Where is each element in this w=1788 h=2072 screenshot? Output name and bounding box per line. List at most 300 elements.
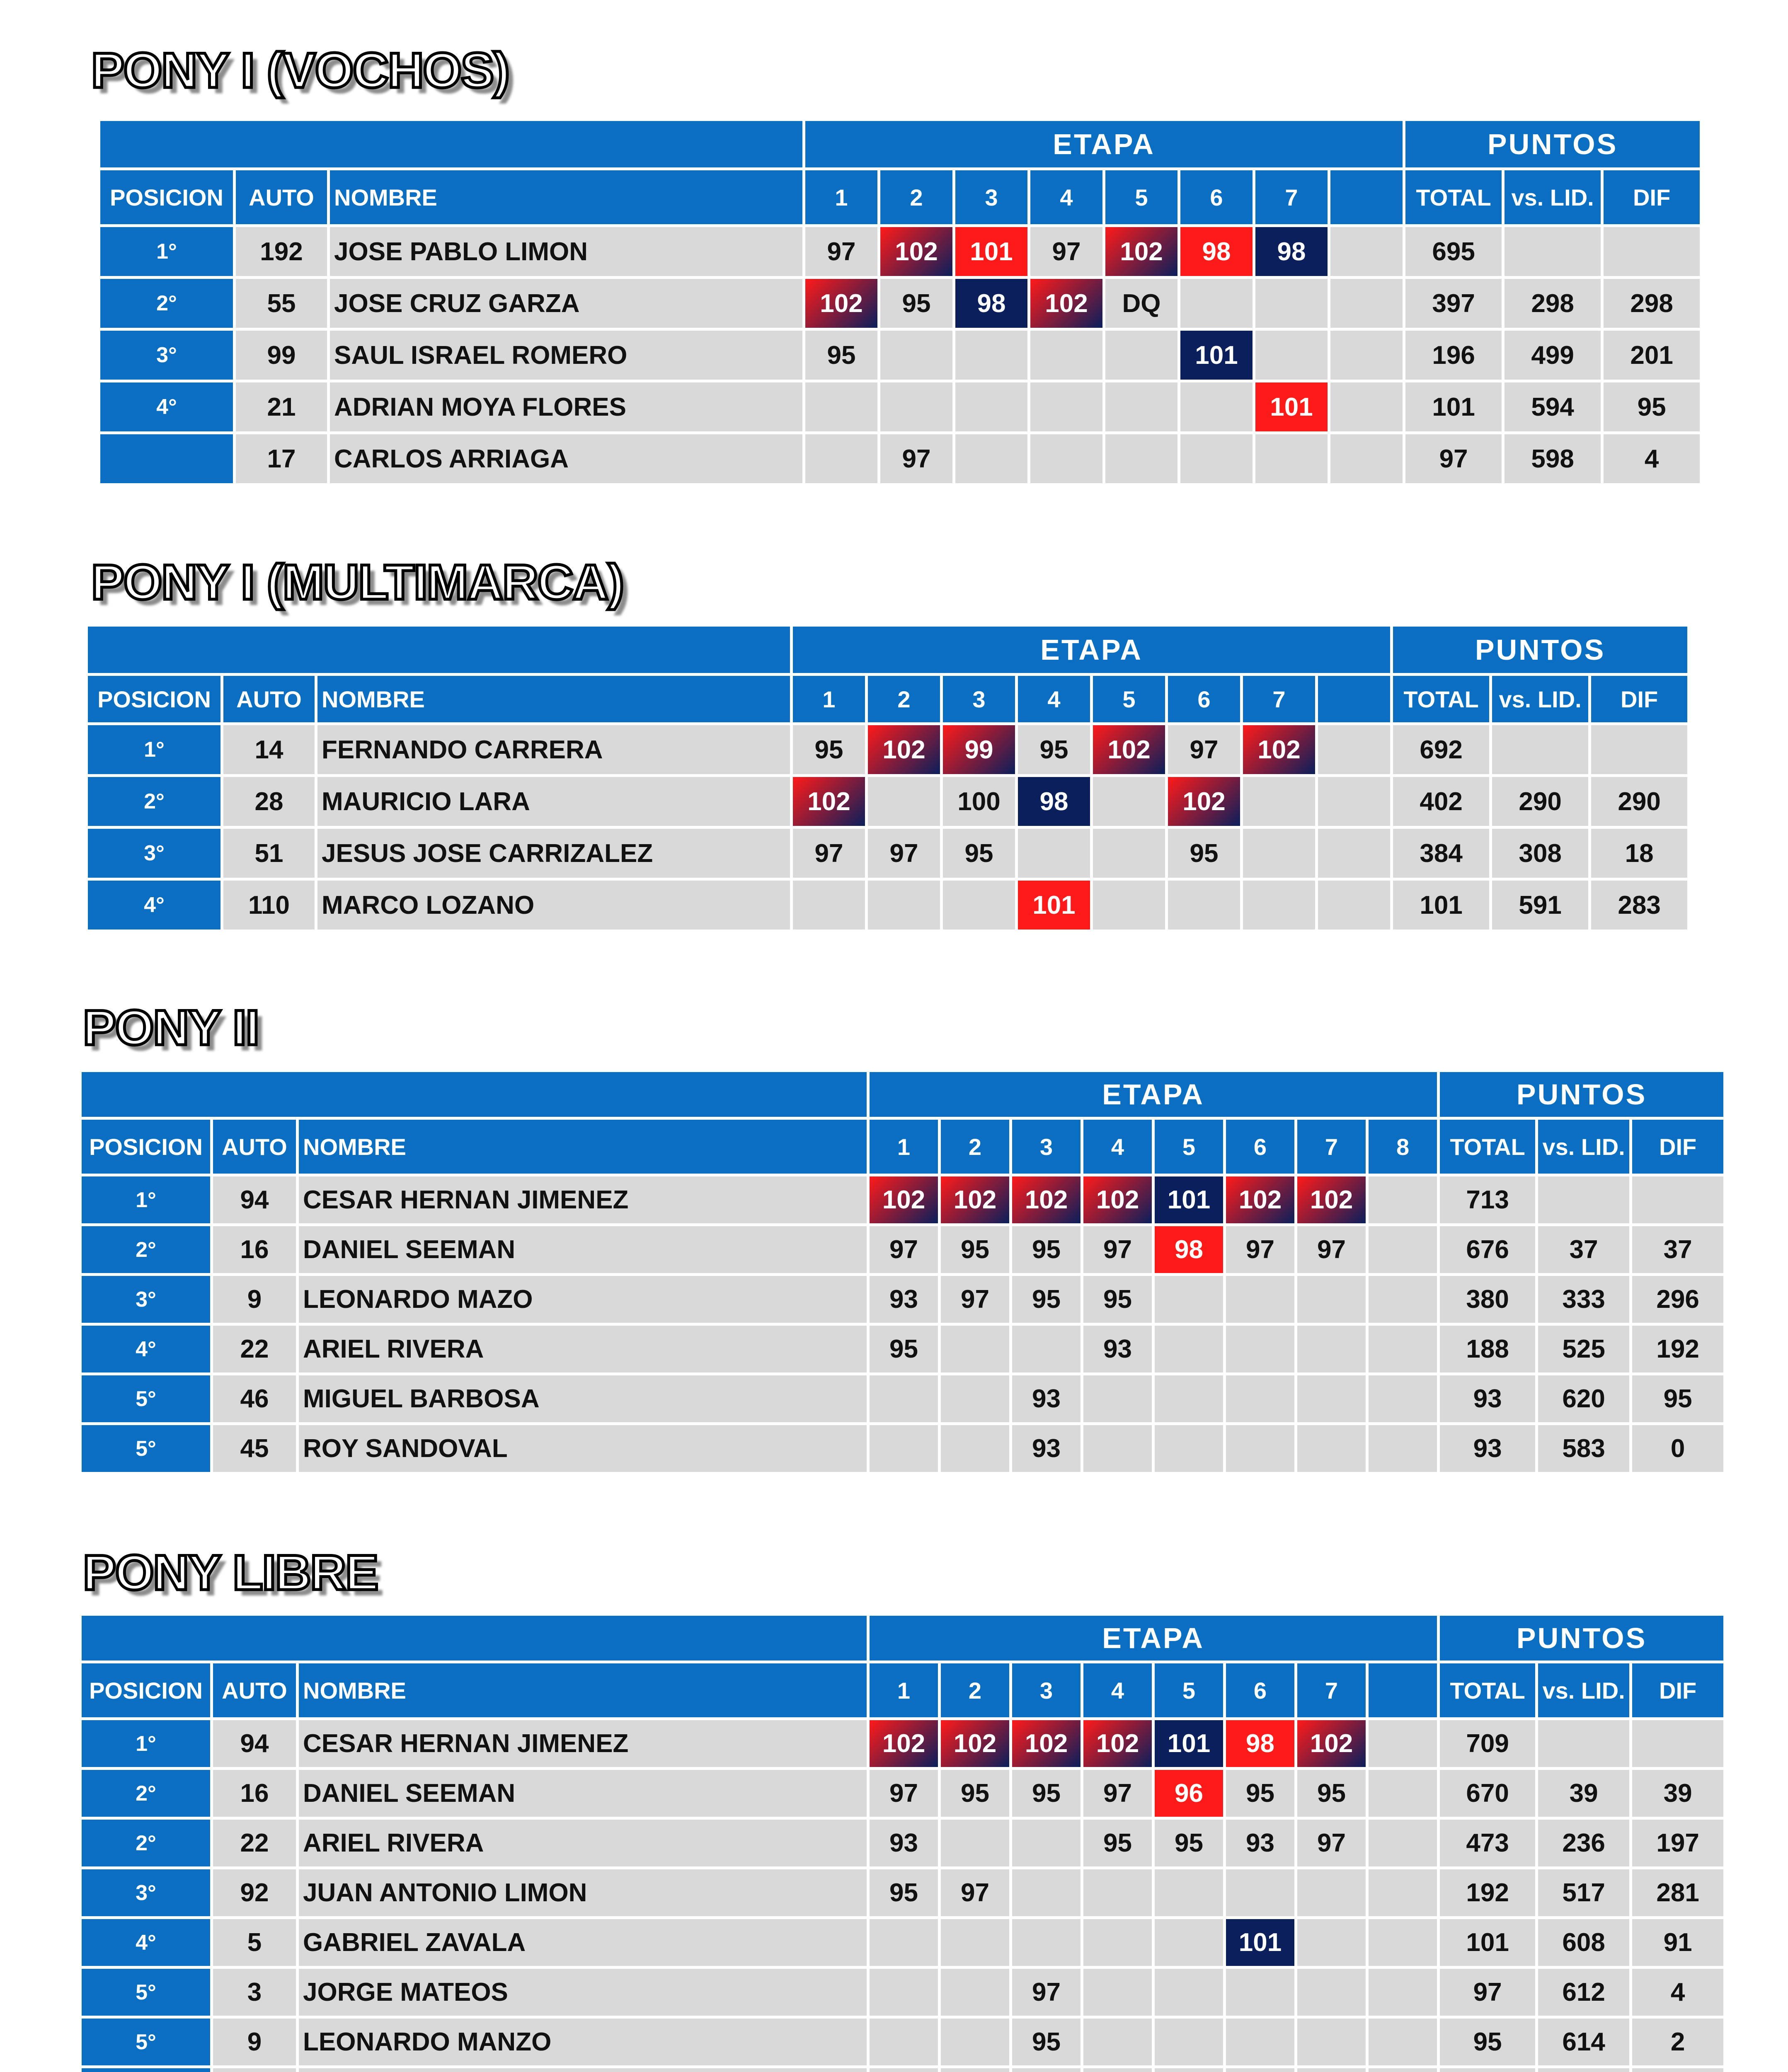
stage-points-cell (1330, 434, 1403, 483)
total-points-cell: 95 (1440, 2019, 1535, 2065)
position-cell: 3° (100, 331, 233, 380)
stage-points-cell: 102 (941, 1720, 1009, 1767)
car-number-cell: 55 (236, 279, 327, 328)
stage-points-cell: 101 (1255, 382, 1328, 431)
stage-points-cell: 95 (1226, 1770, 1294, 1817)
stage-points-cell: 97 (1083, 1226, 1152, 1273)
difference-cell: 39 (1632, 1770, 1723, 1817)
stage-points-cell (1369, 1226, 1437, 1273)
position-cell: 2° (82, 1226, 210, 1273)
table-row (100, 279, 1700, 328)
stage-points-cell (1083, 1425, 1152, 1472)
driver-name-cell: CESAR HERNAN JIMENEZ (299, 1176, 867, 1223)
vs-leader-cell: 290 (1492, 777, 1588, 826)
vs-leader-cell: 499 (1505, 331, 1601, 380)
driver-name-cell: CESAR HERNAN JIMENEZ (299, 1720, 867, 1767)
table-row (82, 1176, 1723, 1223)
stage-points-cell (1369, 1919, 1437, 1966)
stage-points-cell (868, 777, 940, 826)
column-header-nombre: NOMBRE (299, 1663, 867, 1717)
section-title: PONY II (83, 1000, 259, 1055)
stage-points-cell: 102 (793, 777, 865, 826)
column-header-auto: AUTO (213, 1120, 296, 1174)
vs-leader-cell: 614 (1538, 2019, 1629, 2065)
stage-points-cell: 95 (870, 1869, 938, 1916)
stage-points-cell: 102 (1083, 1176, 1152, 1223)
puntos-header: PUNTOS (1440, 1072, 1723, 1117)
stage-points-cell (1297, 1919, 1366, 1966)
column-header-dif: DIF (1632, 1663, 1723, 1717)
stage-points-cell (870, 1919, 938, 1966)
stage-points-cell: 102 (1297, 1176, 1366, 1223)
stage-points-cell (1243, 777, 1315, 826)
stage-points-cell (1318, 777, 1390, 826)
column-header-posicion: POSICION (82, 1663, 210, 1717)
stage-points-cell: 101 (1155, 1720, 1223, 1767)
column-header-auto: AUTO (213, 1663, 296, 1717)
driver-name-cell: ARIEL RIVERA (299, 1326, 867, 1372)
stage-points-cell (941, 2019, 1009, 2065)
column-header-stage: 3 (955, 170, 1027, 224)
position-cell: 2° (82, 1820, 210, 1866)
stage-points-cell: 97 (870, 1226, 938, 1273)
total-points-cell: 709 (1440, 1720, 1535, 1767)
vs-leader-cell: 39 (1538, 1770, 1629, 1817)
driver-name-cell: FERNANDO CARRERA (317, 725, 790, 774)
section-title: PONY LIBRE (83, 1545, 378, 1600)
stage-points-cell (868, 881, 940, 929)
position-cell: 5° (82, 2019, 210, 2065)
vs-leader-cell: 333 (1538, 1276, 1629, 1323)
table-row (82, 1969, 1723, 2016)
header-blank (88, 627, 790, 673)
column-header-stage: 1 (793, 676, 865, 722)
stage-points-cell: 101 (1018, 881, 1090, 929)
difference-cell: 95 (1632, 1375, 1723, 1422)
difference-cell (1604, 227, 1700, 276)
table-row (100, 227, 1700, 276)
stage-points-cell: 102 (1243, 725, 1315, 774)
driver-name-cell: ADRIAN MOYA FLORES (330, 382, 802, 431)
standings-table (85, 624, 1690, 932)
stage-points-cell: 95 (1083, 1820, 1152, 1866)
position-cell: 4° (100, 382, 233, 431)
stage-points-cell (941, 1820, 1009, 1866)
stage-points-cell (1155, 1326, 1223, 1372)
total-points-cell: 93 (1440, 1425, 1535, 1472)
stage-points-cell (1030, 382, 1102, 431)
header-blank (100, 121, 802, 167)
difference-cell: 2 (1632, 2019, 1723, 2065)
stage-points-cell: 102 (1012, 1720, 1081, 1767)
column-header-stage: 1 (805, 170, 877, 224)
stage-points-cell (1030, 331, 1102, 380)
stage-points-cell: 102 (1226, 1176, 1294, 1223)
difference-cell: 0 (1632, 1425, 1723, 1472)
column-header-stage: 2 (941, 1663, 1009, 1717)
column-header-stage: 7 (1297, 1663, 1366, 1717)
stage-points-cell: 97 (805, 227, 877, 276)
car-number-cell: 22 (213, 1326, 296, 1372)
stage-points-cell: 95 (1012, 2019, 1081, 2065)
column-header-dif: DIF (1591, 676, 1687, 722)
stage-points-cell (1369, 2019, 1437, 2065)
total-points-cell: 692 (1393, 725, 1489, 774)
stage-points-cell (1297, 2019, 1366, 2065)
stage-points-cell: 102 (870, 1176, 938, 1223)
stage-points-cell: 97 (1297, 1820, 1366, 1866)
column-header-stage: 5 (1093, 676, 1165, 722)
table-row (88, 725, 1687, 774)
car-number-cell: 16 (213, 1770, 296, 1817)
stage-points-cell (1155, 1969, 1223, 2016)
stage-points-cell (1226, 1425, 1294, 1472)
vs-leader-cell: 591 (1492, 881, 1588, 929)
stage-points-cell: 98 (1018, 777, 1090, 826)
stage-points-cell (1083, 1375, 1152, 1422)
stage-points-cell (941, 1919, 1009, 1966)
stage-points-cell (1083, 1869, 1152, 1916)
stage-points-cell: 95 (880, 279, 952, 328)
table-row (82, 1326, 1723, 1372)
stage-points-cell (1155, 1919, 1223, 1966)
stage-points-cell: 97 (1012, 1969, 1081, 2016)
stage-points-cell (1030, 434, 1102, 483)
stage-points-cell (1297, 1326, 1366, 1372)
stage-points-cell: 97 (880, 434, 952, 483)
car-number-cell: 5 (213, 1919, 296, 1966)
section-title: PONY I (MULTIMARCA) (91, 554, 624, 610)
driver-name-cell: JOSE CRUZ GARZA (330, 279, 802, 328)
difference-cell: 18 (1591, 829, 1687, 878)
column-header-stage: 8 (1369, 1120, 1437, 1174)
driver-name-cell (299, 2068, 867, 2072)
table-row (82, 2019, 1723, 2065)
table-row (88, 881, 1687, 929)
stage-points-cell (955, 382, 1027, 431)
car-number-cell: 110 (223, 881, 315, 929)
total-points-cell: 192 (1440, 1869, 1535, 1916)
stage-points-cell: 95 (1012, 1276, 1081, 1323)
vs-leader-cell (1538, 2068, 1629, 2072)
stage-points-cell: 93 (1226, 1820, 1294, 1866)
total-points-cell: 695 (1405, 227, 1502, 276)
stage-points-cell (1012, 2068, 1081, 2072)
stage-points-cell: 93 (1083, 1326, 1152, 1372)
stage-points-cell: 97 (1297, 1226, 1366, 1273)
difference-cell (1591, 725, 1687, 774)
position-cell: 2° (88, 777, 220, 826)
car-number-cell (213, 2068, 296, 2072)
difference-cell: 201 (1604, 331, 1700, 380)
stage-points-cell (805, 382, 877, 431)
stage-points-cell: 95 (1297, 1770, 1366, 1817)
difference-cell: 37 (1632, 1226, 1723, 1273)
position-cell: 5° (82, 1969, 210, 2016)
stage-points-cell: 95 (941, 1226, 1009, 1273)
stage-points-cell (955, 331, 1027, 380)
stage-points-cell: 95 (1018, 725, 1090, 774)
column-header-auto: AUTO (236, 170, 327, 224)
position-cell: 2° (100, 279, 233, 328)
car-number-cell: 28 (223, 777, 315, 826)
stage-points-cell: 101 (1155, 1176, 1223, 1223)
column-header-stage (1318, 676, 1390, 722)
stage-points-cell (1330, 382, 1403, 431)
vs-leader-cell (1538, 1176, 1629, 1223)
car-number-cell: 45 (213, 1425, 296, 1472)
stage-points-cell (870, 2019, 938, 2065)
stage-points-cell: 93 (870, 1276, 938, 1323)
stage-points-cell (1255, 331, 1328, 380)
stage-points-cell (870, 2068, 938, 2072)
stage-points-cell: 102 (1297, 1720, 1366, 1767)
stage-points-cell (1083, 2068, 1152, 2072)
stage-points-cell (1083, 2019, 1152, 2065)
stage-points-cell (1083, 1919, 1152, 1966)
stage-points-cell: 98 (1155, 1226, 1223, 1273)
stage-points-cell (1155, 2019, 1223, 2065)
difference-cell: 91 (1632, 1919, 1723, 1966)
car-number-cell: 9 (213, 2019, 296, 2065)
position-cell: 2° (82, 1770, 210, 1817)
vs-leader-cell: 612 (1538, 1969, 1629, 2016)
table-row (100, 331, 1700, 380)
stage-points-cell: 95 (1012, 1226, 1081, 1273)
stage-points-cell (1012, 1869, 1081, 1916)
stage-points-cell: 93 (1012, 1375, 1081, 1422)
etapa-header: ETAPA (805, 121, 1403, 167)
stage-points-cell (1226, 2068, 1294, 2072)
etapa-header: ETAPA (870, 1072, 1437, 1117)
column-header-stage: 3 (943, 676, 1015, 722)
table-row (100, 434, 1700, 483)
stage-points-cell (1297, 1869, 1366, 1916)
stage-points-cell (941, 1375, 1009, 1422)
table-row (82, 1869, 1723, 1916)
car-number-cell: 46 (213, 1375, 296, 1422)
column-header-stage: 7 (1297, 1120, 1366, 1174)
vs-leader-cell: 583 (1538, 1425, 1629, 1472)
stage-points-cell: 102 (868, 725, 940, 774)
difference-cell: 298 (1604, 279, 1700, 328)
table-row (82, 1770, 1723, 1817)
vs-leader-cell: 525 (1538, 1326, 1629, 1372)
position-cell (100, 434, 233, 483)
column-header-stage: 4 (1030, 170, 1102, 224)
stage-points-cell: 95 (805, 331, 877, 380)
total-points-cell: 384 (1393, 829, 1489, 878)
vs-leader-cell (1505, 227, 1601, 276)
stage-points-cell: 99 (943, 725, 1015, 774)
car-number-cell: 192 (236, 227, 327, 276)
stage-points-cell (1226, 1869, 1294, 1916)
column-header-stage: 1 (870, 1120, 938, 1174)
header-blank (82, 1616, 867, 1661)
stage-points-cell (870, 1969, 938, 2016)
total-points-cell: 380 (1440, 1276, 1535, 1323)
stage-points-cell (1093, 777, 1165, 826)
car-number-cell: 17 (236, 434, 327, 483)
column-header-vs-lid: vs. LID. (1505, 170, 1601, 224)
standings-table (79, 1613, 1726, 2072)
total-points-cell: 97 (1440, 1969, 1535, 2016)
difference-cell: 290 (1591, 777, 1687, 826)
position-cell: 3° (82, 1276, 210, 1323)
stage-points-cell (870, 1425, 938, 1472)
driver-name-cell: JOSE PABLO LIMON (330, 227, 802, 276)
table-row (82, 1375, 1723, 1422)
column-header-total: TOTAL (1440, 1120, 1535, 1174)
stage-points-cell: 97 (870, 1770, 938, 1817)
position-cell: 1° (82, 1176, 210, 1223)
car-number-cell: 14 (223, 725, 315, 774)
position-cell: 3° (88, 829, 220, 878)
stage-points-cell: 102 (1083, 1720, 1152, 1767)
column-header-dif: DIF (1632, 1120, 1723, 1174)
etapa-header: ETAPA (870, 1616, 1437, 1661)
standings-table (97, 118, 1703, 486)
difference-cell (1632, 1720, 1723, 1767)
difference-cell (1632, 1176, 1723, 1223)
stage-points-cell: 95 (1168, 829, 1240, 878)
stage-points-cell (941, 2068, 1009, 2072)
position-cell: 5° (82, 1425, 210, 1472)
stage-points-cell: 102 (880, 227, 952, 276)
stage-points-cell (1369, 1820, 1437, 1866)
total-points-cell: 402 (1393, 777, 1489, 826)
position-cell: 1° (88, 725, 220, 774)
stage-points-cell (941, 1425, 1009, 1472)
column-header-stage: 6 (1226, 1120, 1294, 1174)
column-header-posicion: POSICION (100, 170, 233, 224)
column-header-stage: 5 (1155, 1120, 1223, 1174)
difference-cell: 197 (1632, 1820, 1723, 1866)
column-header-stage: 6 (1226, 1663, 1294, 1717)
vs-leader-cell: 37 (1538, 1226, 1629, 1273)
stage-points-cell (1297, 1969, 1366, 2016)
total-points-cell: 713 (1440, 1176, 1535, 1223)
total-points-cell: 101 (1405, 382, 1502, 431)
car-number-cell: 9 (213, 1276, 296, 1323)
car-number-cell: 16 (213, 1226, 296, 1273)
stage-points-cell (1155, 2068, 1223, 2072)
position-cell: 5° (82, 1375, 210, 1422)
total-points-cell: 101 (1440, 1919, 1535, 1966)
stage-points-cell (1155, 1375, 1223, 1422)
total-points-cell: 676 (1440, 1226, 1535, 1273)
driver-name-cell: MIGUEL BARBOSA (299, 1375, 867, 1422)
stage-points-cell (1243, 829, 1315, 878)
header-blank (82, 1072, 867, 1117)
stage-points-cell: 102 (1030, 279, 1102, 328)
column-header-stage: 6 (1168, 676, 1240, 722)
column-header-stage: 1 (870, 1663, 938, 1717)
stage-points-cell: 97 (868, 829, 940, 878)
etapa-header: ETAPA (793, 627, 1390, 673)
stage-points-cell: 97 (1226, 1226, 1294, 1273)
position-cell: 1° (100, 227, 233, 276)
stage-points-cell: 102 (941, 1176, 1009, 1223)
car-number-cell: 94 (213, 1720, 296, 1767)
table-row (100, 382, 1700, 431)
column-header-vs-lid: vs. LID. (1538, 1663, 1629, 1717)
table-row (82, 1276, 1723, 1323)
stage-points-cell (1369, 1326, 1437, 1372)
stage-points-cell: 97 (1168, 725, 1240, 774)
stage-points-cell: 97 (793, 829, 865, 878)
stage-points-cell (1369, 1425, 1437, 1472)
car-number-cell: 51 (223, 829, 315, 878)
stage-points-cell (1243, 881, 1315, 929)
stage-points-cell (1155, 1869, 1223, 1916)
driver-name-cell: GABRIEL ZAVALA (299, 1919, 867, 1966)
stage-points-cell: 93 (870, 1820, 938, 1866)
car-number-cell: 94 (213, 1176, 296, 1223)
stage-points-cell (805, 434, 877, 483)
column-header-stage: 2 (868, 676, 940, 722)
column-header-nombre: NOMBRE (299, 1120, 867, 1174)
car-number-cell: 99 (236, 331, 327, 380)
position-cell: 4° (88, 881, 220, 929)
driver-name-cell: JORGE MATEOS (299, 1969, 867, 2016)
stage-points-cell (1255, 279, 1328, 328)
difference-cell: 4 (1604, 434, 1700, 483)
car-number-cell: 22 (213, 1820, 296, 1866)
standings-table (79, 1069, 1726, 1475)
driver-name-cell: JESUS JOSE CARRIZALEZ (317, 829, 790, 878)
stage-points-cell (1318, 829, 1390, 878)
stage-points-cell (1105, 331, 1177, 380)
stage-points-cell (880, 382, 952, 431)
stage-points-cell (1180, 382, 1253, 431)
stage-points-cell (1180, 434, 1253, 483)
puntos-header: PUNTOS (1405, 121, 1700, 167)
stage-points-cell (1226, 2019, 1294, 2065)
stage-points-cell: DQ (1105, 279, 1177, 328)
total-points-cell: 397 (1405, 279, 1502, 328)
table-row (82, 1720, 1723, 1767)
difference-cell: 296 (1632, 1276, 1723, 1323)
stage-points-cell (1297, 2068, 1366, 2072)
position-cell: 4° (82, 1919, 210, 1966)
car-number-cell: 92 (213, 1869, 296, 1916)
vs-leader-cell: 236 (1538, 1820, 1629, 1866)
stage-points-cell: 101 (1180, 331, 1253, 380)
difference-cell: 95 (1604, 382, 1700, 431)
stage-points-cell: 96 (1155, 1770, 1223, 1817)
stage-points-cell: 95 (941, 1770, 1009, 1817)
position-cell: 3° (82, 1869, 210, 1916)
driver-name-cell: DANIEL SEEMAN (299, 1770, 867, 1817)
stage-points-cell: 102 (1168, 777, 1240, 826)
stage-points-cell (1226, 1326, 1294, 1372)
column-header-stage: 5 (1155, 1663, 1223, 1717)
stage-points-cell (1083, 1969, 1152, 2016)
stage-points-cell (1226, 1375, 1294, 1422)
stage-points-cell (1297, 1276, 1366, 1323)
vs-leader-cell: 594 (1505, 382, 1601, 431)
column-header-stage: 2 (880, 170, 952, 224)
stage-points-cell: 95 (1012, 1770, 1081, 1817)
stage-points-cell: 95 (1083, 1276, 1152, 1323)
stage-points-cell: 102 (1105, 227, 1177, 276)
difference-cell: 4 (1632, 1969, 1723, 2016)
driver-name-cell: LEONARDO MANZO (299, 2019, 867, 2065)
driver-name-cell: ARIEL RIVERA (299, 1820, 867, 1866)
total-points-cell: 196 (1405, 331, 1502, 380)
driver-name-cell: DANIEL SEEMAN (299, 1226, 867, 1273)
